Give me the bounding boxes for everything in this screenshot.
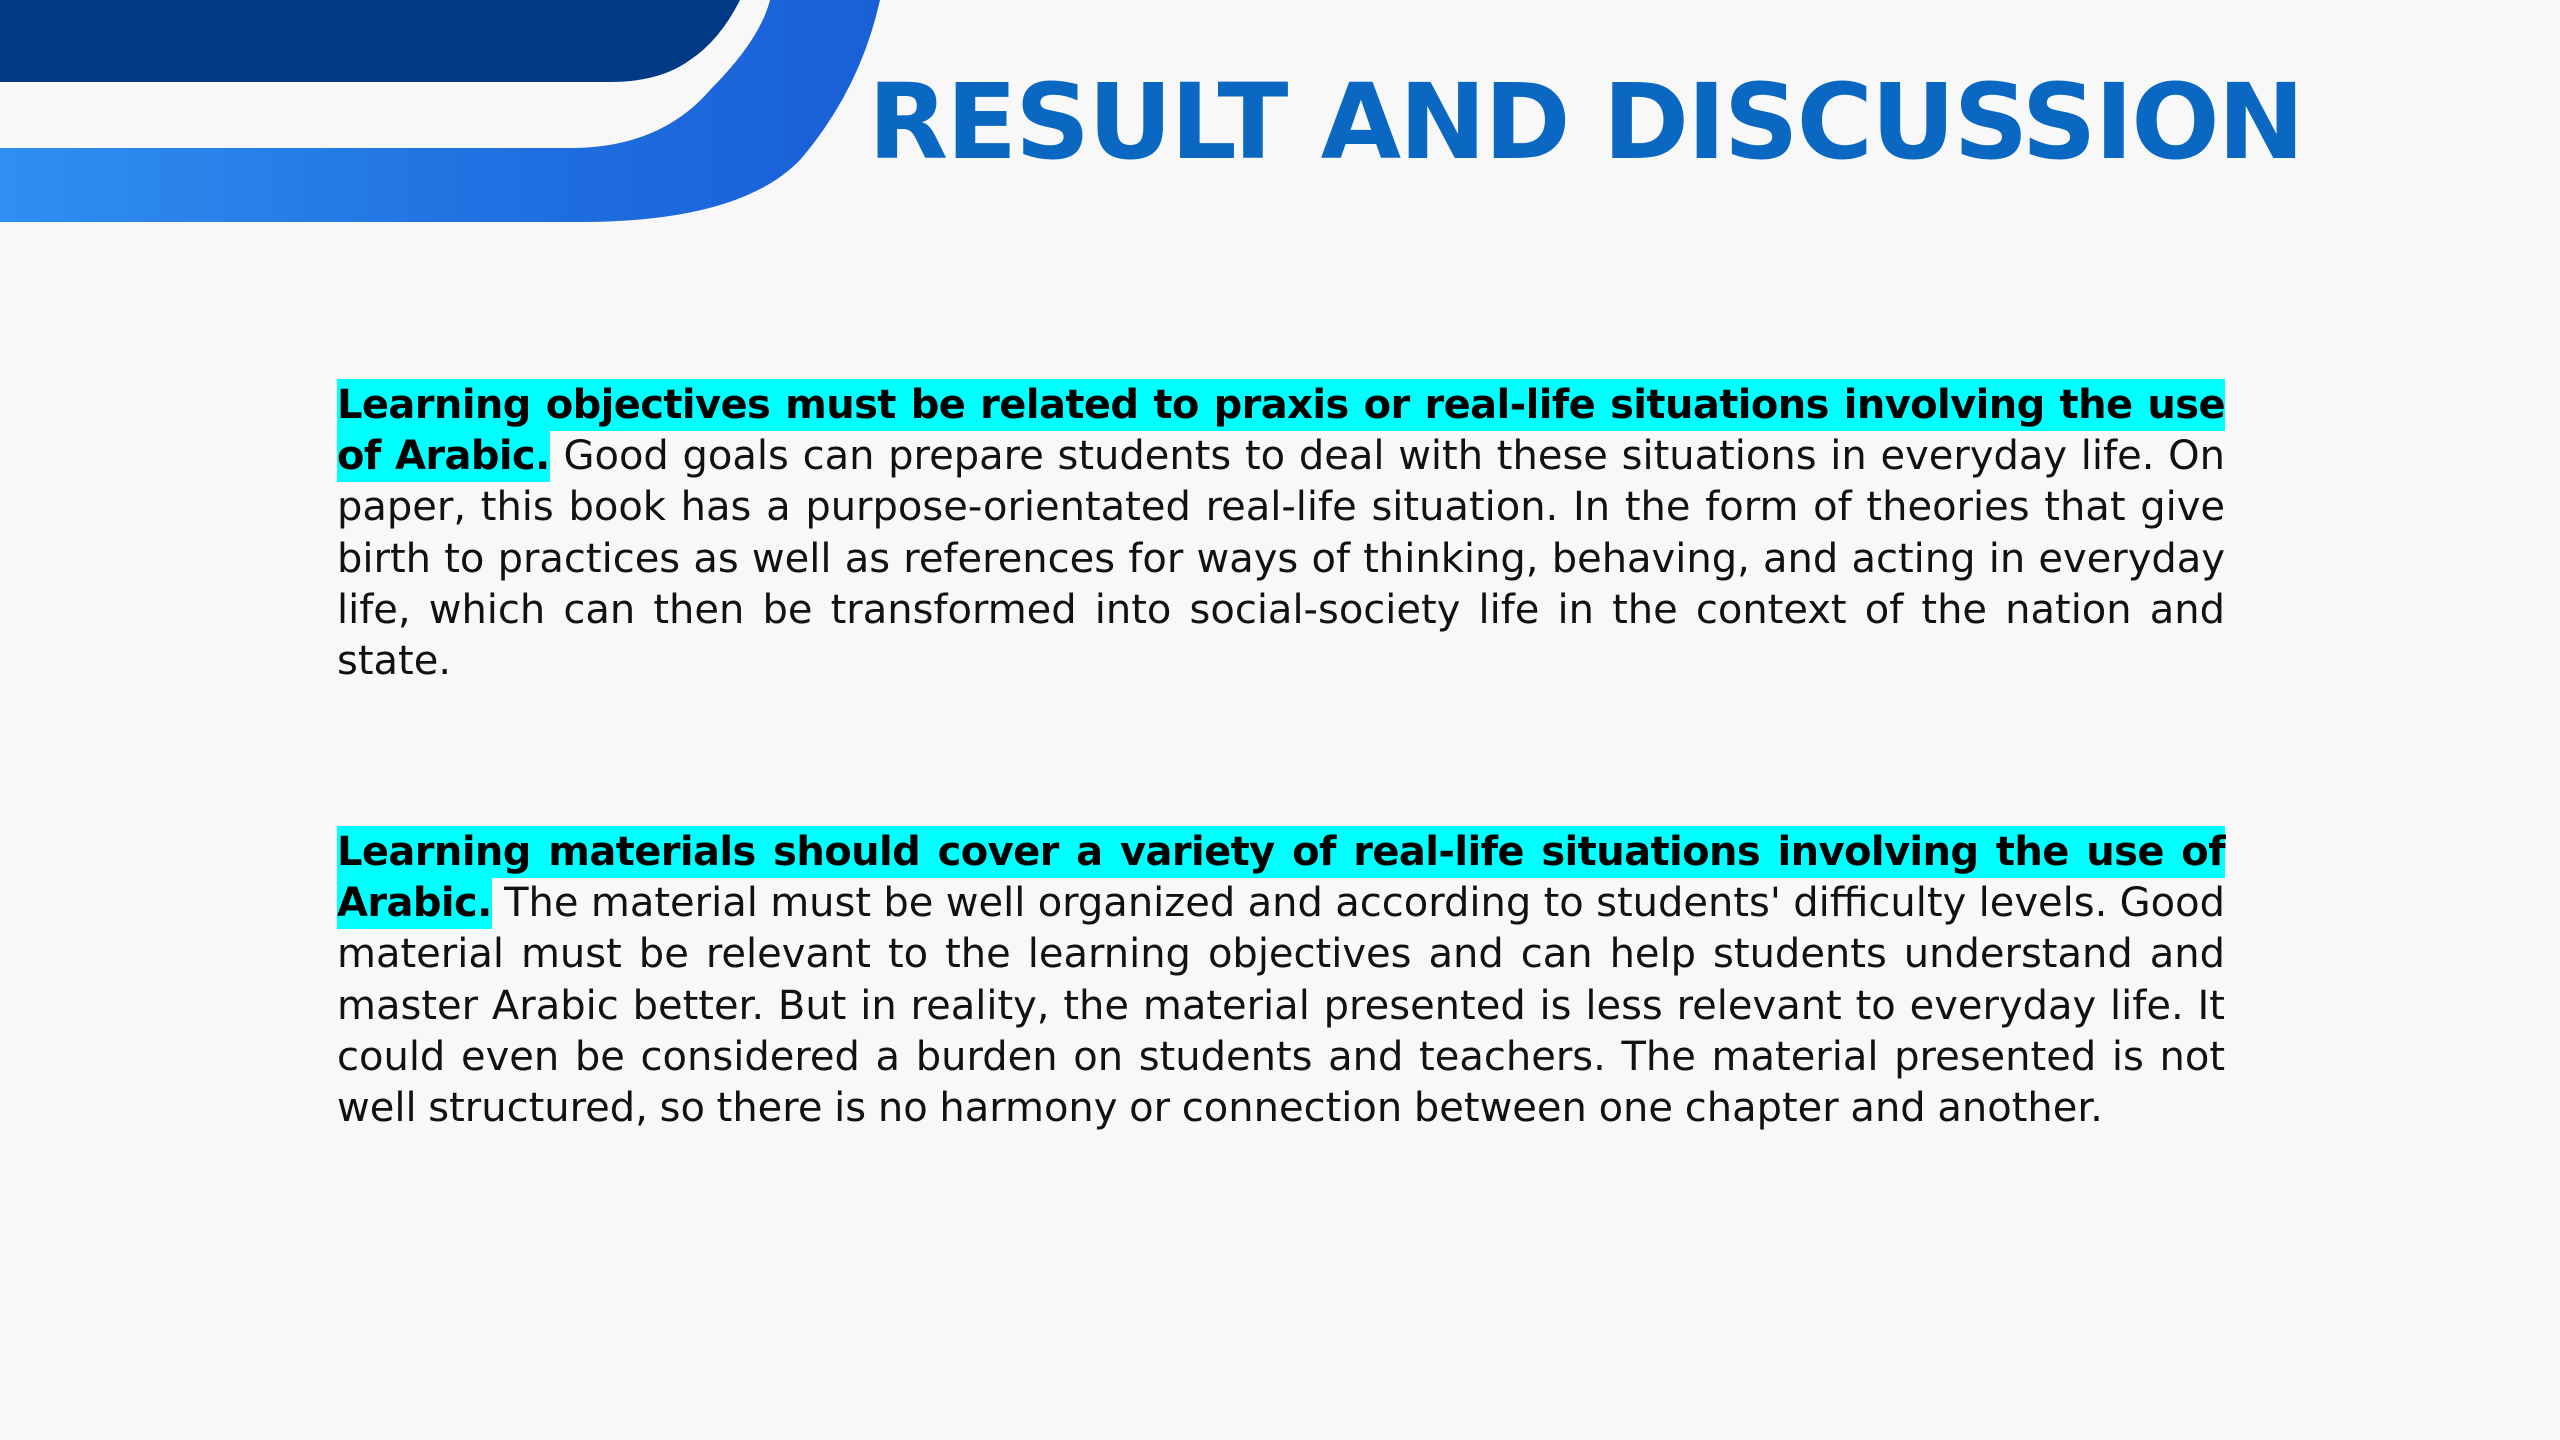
highlighted-statement: Learning materials should cover a variety of real-life situations involving the use of Arabic. — [337, 826, 2225, 929]
header-decoration — [0, 0, 900, 240]
paragraph-materials — [337, 827, 2225, 1134]
paragraph-body: The material must be well organized and according to students' difficulty levels. Good material must be relevant to the learning objectives and can help students understand and master Arabic better. But in reality, the material presented is less relevant to everyday life. It could even be considered a burden on students and teachers. The material presented is not well structured, so there is no harmony or connection between one chapter and another. — [337, 880, 2225, 1132]
paragraph-body: Good goals can prepare students to deal with these situations in everyday life. On paper, this book has a purpose-orientated real-life situation. In the form of theories that give birth to practices as well as references for ways of thinking, behaving, and acting in everyday life, which can then be transformed into social-society life in the context of the nation and state. — [337, 433, 2225, 685]
decor-dark-band — [0, 0, 740, 82]
highlighted-statement: Learning objectives must be related to praxis or real-life situations involving the use of Arabic. — [337, 379, 2225, 482]
paragraph-objectives — [337, 380, 2225, 687]
slide-title: RESULT AND DISCUSSION — [868, 61, 2303, 183]
